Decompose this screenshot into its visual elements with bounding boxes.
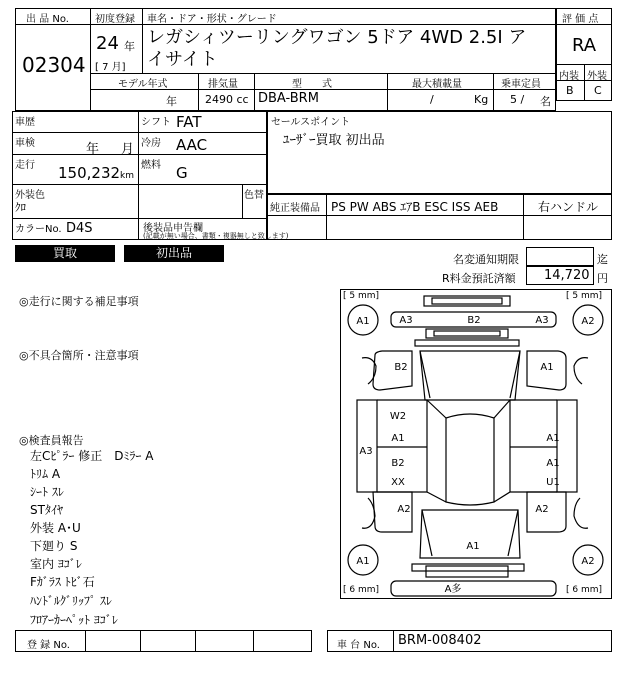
lot-no: 02304: [22, 53, 86, 77]
inspection-month-unit: 月: [121, 142, 135, 157]
code-door-rl-sub: XX: [391, 477, 405, 488]
tire-rr-depth: [ 6 mm]: [566, 585, 603, 595]
car-name: レガシィツーリングワゴン 5ドア 4WD 2.5I アイサイト: [147, 27, 527, 70]
ext-color: ｸﾛ: [15, 201, 26, 214]
shift: FAT: [176, 113, 202, 131]
code-bumper-f-left: A3: [399, 315, 413, 326]
code-bumper-f-right: A3: [535, 315, 549, 326]
mileage-unit: km: [120, 171, 134, 181]
lot-no-label: 出 品 No.: [26, 14, 69, 25]
aftermarket-label: 後装品申告欄: [143, 223, 203, 234]
cabin-roof: [446, 414, 494, 505]
report-line: ﾊﾝﾄﾞﾙｸﾞﾘｯﾌﾟ ｽﾚ: [30, 594, 112, 608]
ext-color-label: 外装色: [15, 190, 45, 201]
shift-label: シフト: [141, 117, 171, 128]
report-line: Fｶﾞﾗｽ ﾄﾋﾞ石: [30, 575, 95, 589]
recycle-fee: 14,720: [544, 268, 590, 283]
report-line: 室内 ﾖｺﾞﾚ: [30, 557, 82, 571]
max-load-unit: Kg: [474, 93, 489, 106]
report-line: 左Cﾋﾟﾗｰ 修正 Dﾐﾗｰ A: [30, 449, 154, 463]
rear-bumper-upper: [412, 564, 524, 571]
first-reg-year: 24: [96, 33, 119, 54]
interior-label: 内装: [559, 71, 579, 82]
inspection-label: 車検: [15, 138, 35, 149]
code-door-fl: A1: [391, 433, 405, 444]
displacement-label: 排気量: [208, 79, 238, 90]
rear-bumper: [391, 581, 556, 596]
interior-grade: B: [566, 84, 574, 97]
mileage-label: 走行: [15, 160, 35, 171]
section-driving: ◎走行に関する補足事項: [19, 295, 139, 308]
capacity-unit: 名: [540, 95, 551, 108]
code-door-side-left: A3: [359, 446, 373, 457]
handle: 右ハンドル: [538, 200, 599, 214]
code-door-rr: A1: [546, 458, 560, 469]
color-change-label: 色替: [244, 190, 264, 201]
displacement: 2490 cc: [205, 93, 249, 106]
tag-kaitori: 買取: [15, 245, 115, 262]
first-reg-year-unit: 年: [124, 40, 135, 53]
tire-fl-depth: [ 5 mm]: [343, 291, 380, 301]
front-bumper-lower: [415, 340, 519, 346]
equipment: PS PW ABS ｴｱB ESC ISS AEB: [331, 200, 499, 214]
code-door-fr: A1: [546, 433, 560, 444]
code-bumper-r: A多: [444, 584, 462, 595]
body-right: [557, 400, 577, 492]
code-door-rl: B2: [391, 458, 405, 469]
section-inspector: ◎検査員報告: [19, 434, 84, 447]
report-line: ﾄﾘﾑ A: [30, 467, 61, 481]
model-year-label: モデル年式: [118, 79, 168, 90]
recycle-unit: 円: [597, 272, 608, 285]
ac: AAC: [176, 136, 208, 154]
sales-point-label: セールスポイント: [271, 117, 351, 128]
tire-fr-depth: [ 5 mm]: [566, 291, 603, 301]
deadline-label: 名変通知期限: [453, 253, 519, 266]
car-name-label: 車名・ドア・形状・グレード: [147, 14, 277, 25]
color-no-label: カラーNo.: [15, 224, 62, 235]
model: DBA-BRM: [258, 91, 319, 106]
chassis-no: BRM-008402: [398, 633, 482, 648]
capacity: 5 /: [510, 93, 525, 106]
code-quarter-r: A2: [535, 504, 549, 515]
code-bumper-f-mid: B2: [467, 315, 481, 326]
code-fender-fr: A1: [540, 362, 554, 373]
code-wheel-fl: A1: [356, 316, 370, 327]
hood: [420, 351, 520, 400]
code-wheel-rl: A1: [356, 556, 370, 567]
code-quarter-l: A2: [397, 504, 411, 515]
rating-label: 評 価 点: [562, 14, 599, 25]
exterior-label: 外装: [587, 71, 607, 82]
report-line: 下廻り S: [30, 539, 78, 553]
capacity-label: 乗車定員: [501, 79, 541, 90]
recycle-label: R料金預託済額: [442, 272, 516, 285]
first-reg-month: [ 7 月]: [95, 62, 126, 73]
report-line: ﾌﾛｱｰｶｰﾍﾟｯﾄ ﾖｺﾞﾚ: [30, 613, 118, 627]
model-year-unit: 年: [166, 95, 177, 108]
report-line: 外装 A･U: [30, 521, 81, 535]
mileage: 150,232: [58, 164, 121, 182]
code-pillar-left: W2: [389, 411, 407, 422]
code-wheel-rr: A2: [581, 556, 595, 567]
report-line: ｼｰﾄ ｽﾚ: [30, 485, 64, 499]
max-load-label: 最大積載量: [412, 79, 462, 90]
report-line: STﾀｲﾔ: [30, 503, 63, 517]
exterior-grade: C: [594, 84, 602, 97]
code-fender-fl: B2: [394, 362, 408, 373]
history-label: 車歴: [15, 117, 35, 128]
max-load: /: [430, 93, 434, 106]
inspection-year-unit: 年: [86, 142, 100, 157]
color-no: D4S: [66, 221, 93, 236]
fuel-label: 燃料: [141, 160, 161, 171]
rating: RA: [572, 35, 597, 56]
chassis-label: 車 台 No.: [337, 640, 380, 651]
sales-point: ﾕｰｻﾞｰ買取 初出品: [283, 133, 385, 148]
code-wheel-fr: A2: [581, 316, 595, 327]
deadline-unit: 迄: [597, 253, 608, 266]
model-label: 型 式: [292, 79, 332, 90]
fuel: G: [176, 164, 188, 182]
ac-label: 冷房: [141, 138, 161, 149]
reg-no-label: 登 録 No.: [27, 640, 70, 651]
tire-rl-depth: [ 6 mm]: [343, 585, 380, 595]
tag-hatsushuppin: 初出品: [124, 245, 224, 262]
aftermarket-note: (記載が無い場合、書類・複器無しと致します): [143, 232, 289, 240]
code-trunk: A1: [466, 541, 480, 552]
equipment-label: 純正装備品: [270, 203, 320, 214]
first-reg-label: 初度登録: [95, 14, 135, 25]
code-door-rr-sub: U1: [546, 477, 560, 488]
section-defects: ◎不具合箇所・注意事項: [19, 349, 139, 362]
